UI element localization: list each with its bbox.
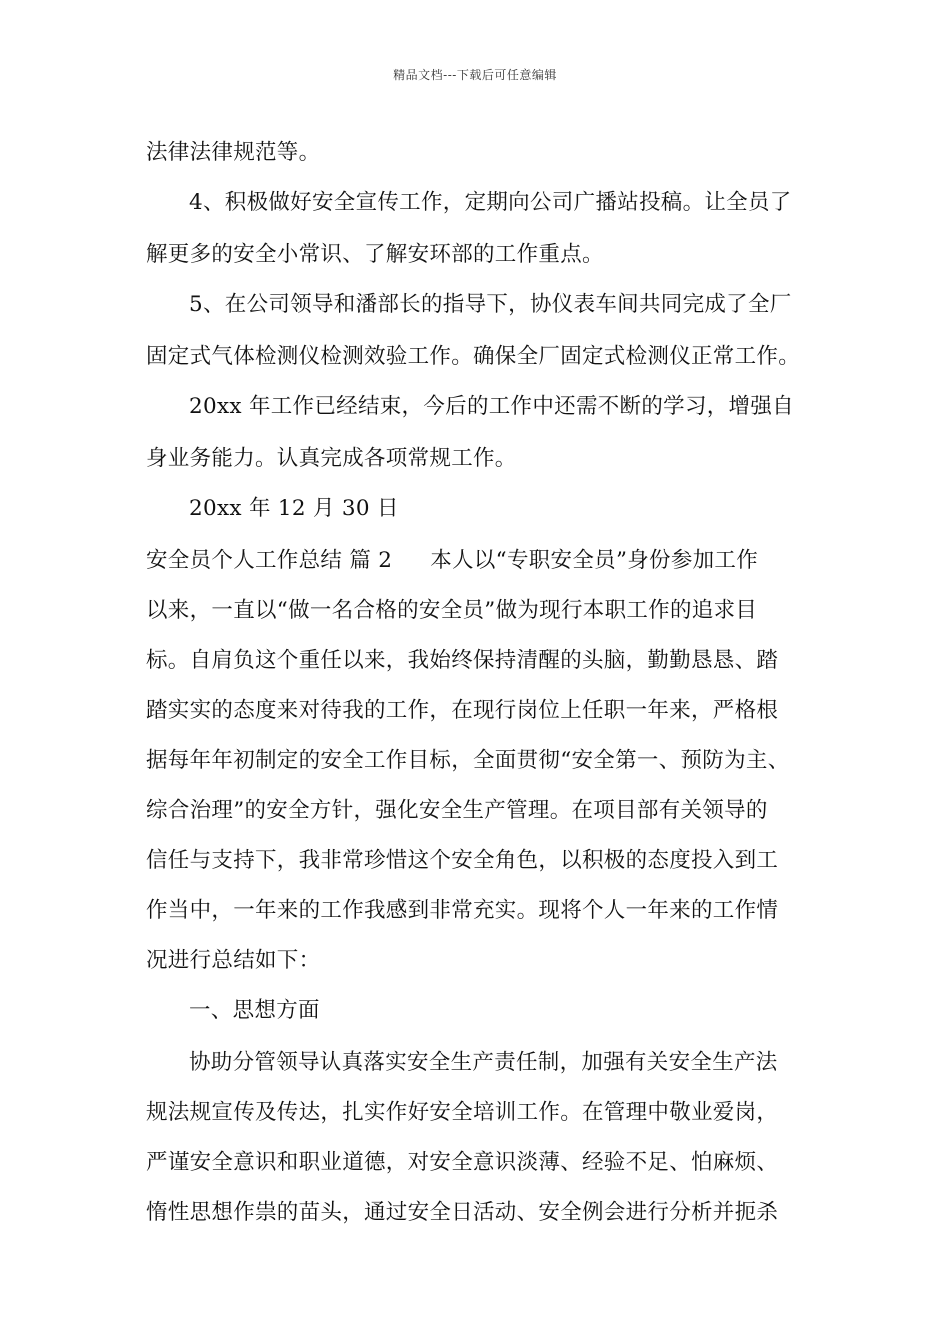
page-header: 精品文档---下载后可任意编辑 [393, 68, 557, 82]
text-line: 固定式气体检测仪检测效验工作。确保全厂固定式检测仪正常工作。 [146, 344, 801, 369]
text-line: 严谨安全意识和职业道德，对安全意识淡薄、经验不足、怕麻烦、 [146, 1150, 779, 1175]
text-line: 4、积极做好安全宣传工作，定期向公司广播站投稿。让全员了 [189, 190, 792, 215]
date-line: 20xx 年 12 月 30 日 [189, 496, 399, 521]
text-line: 解更多的安全小常识、了解安环部的工作重点。 [146, 242, 604, 267]
text-line: 协助分管领导认真落实安全生产责任制，加强有关安全生产法 [189, 1050, 778, 1075]
text-line: 规法规宣传及传达，扎实作好安全培训工作。在管理中敬业爱岗， [146, 1100, 779, 1125]
section-title-line [146, 541, 846, 591]
text-line: 据每年年初制定的安全工作目标，全面贯彻“安全第一、预防为主、 [146, 748, 790, 773]
text-line: 踏实实的态度来对待我的工作，在现行岗位上任职一年来，严格根 [146, 698, 779, 723]
text-line: 作当中，一年来的工作我感到非常充实。现将个人一年来的工作情 [146, 898, 779, 923]
text-line: 以来，一直以“做一名合格的安全员”做为现行本职工作的追求目 [146, 598, 758, 623]
section-intro: 本人以“专职安全员”身份参加工作 [430, 548, 759, 573]
subheading: 一、思想方面 [189, 998, 320, 1023]
text-line: 惰性思想作祟的苗头，通过安全日活动、安全例会进行分析并扼杀 [146, 1200, 779, 1225]
text-line: 标。自肩负这个重任以来，我始终保持清醒的头脑，勤勤恳恳、踏 [146, 648, 779, 673]
document-body [146, 133, 846, 1243]
section-title: 安全员个人工作总结 篇 2 [146, 548, 393, 573]
text-line: 法律法律规范等。 [146, 140, 321, 165]
text-line: 20xx 年工作已经结束，今后的工作中还需不断的学习，增强自 [189, 394, 794, 419]
text-line: 况进行总结如下： [146, 948, 321, 973]
text-line: 综合治理”的安全方针，强化安全生产管理。在项目部有关领导的 [146, 798, 768, 823]
text-line: 信任与支持下，我非常珍惜这个安全角色，以积极的态度投入到工 [146, 848, 779, 873]
text-line: 5、在公司领导和潘部长的指导下，协仪表车间共同完成了全厂 [189, 292, 792, 317]
text-line: 身业务能力。认真完成各项常规工作。 [146, 446, 517, 471]
